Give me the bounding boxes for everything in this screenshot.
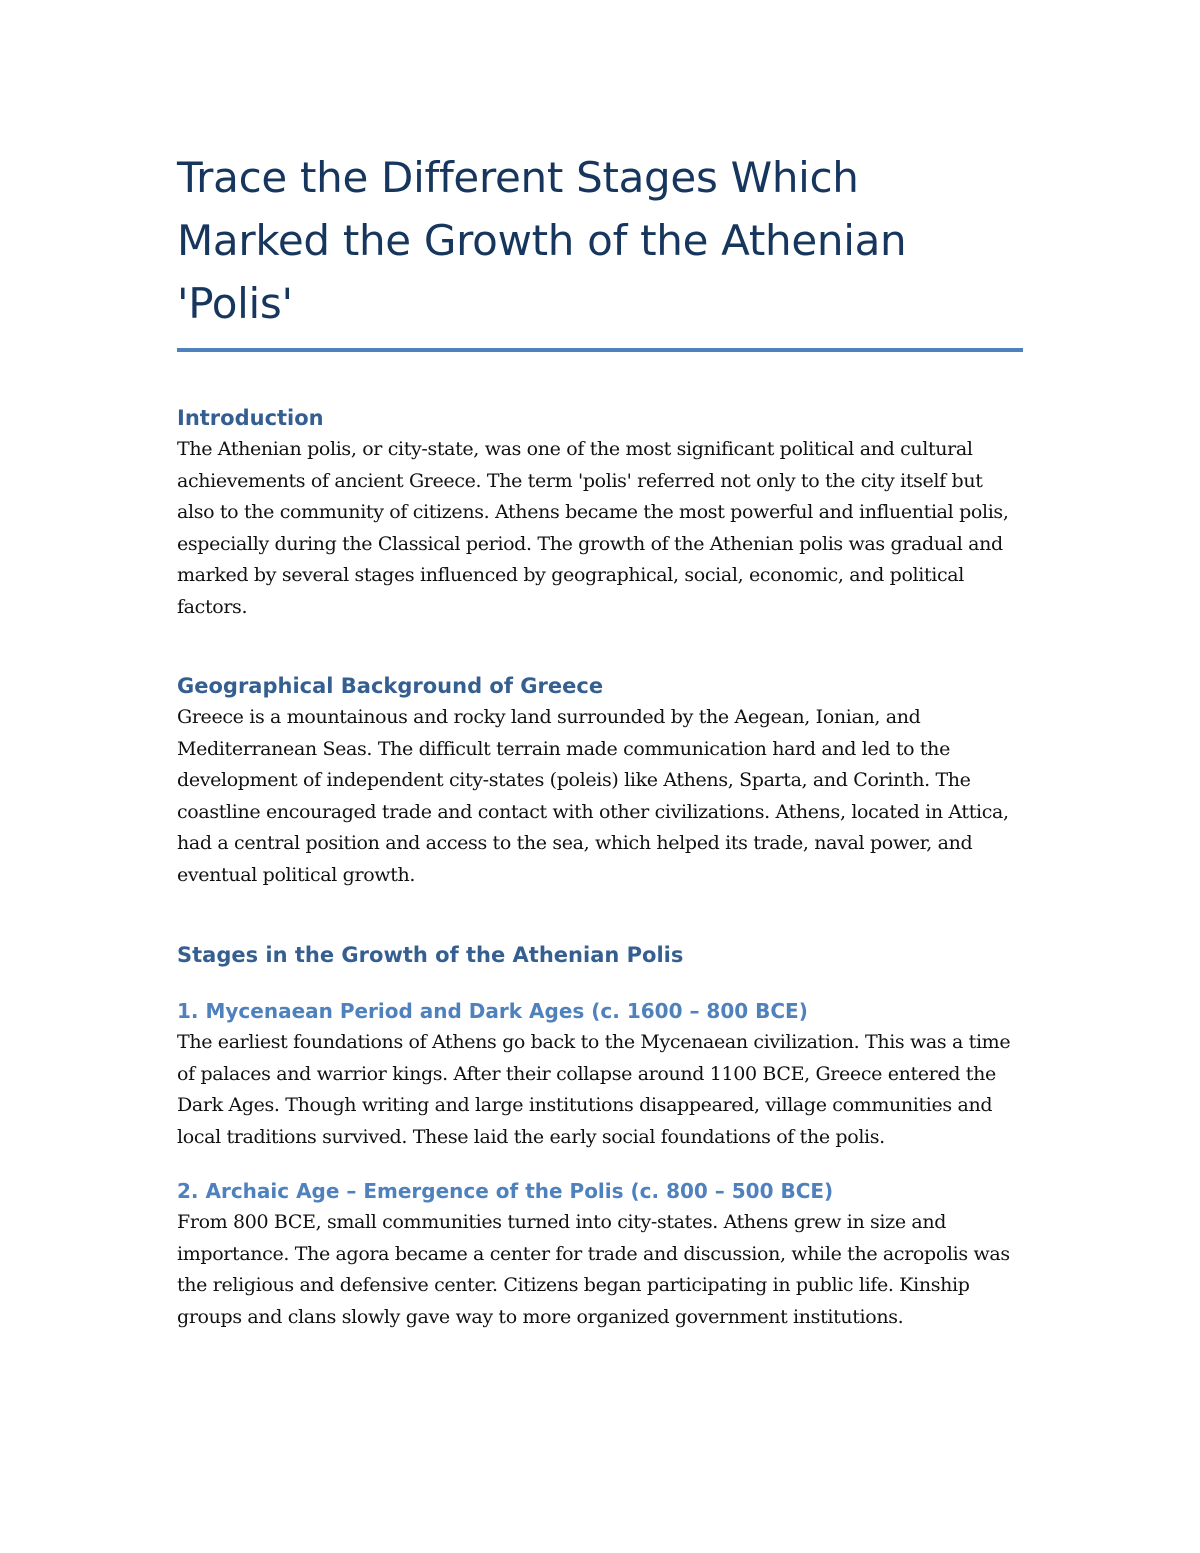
stage-2-paragraph: From 800 BCE, small communities turned into city-states. Athens grew in size and importance. The agora became a center for trade and discussion, while the acropolis was the religious and defensive center. Citizens began participating in public life. Kinship groups and clans slowly gave way to more organized government institutions. <box>177 1211 1010 1328</box>
introduction-paragraph: The Athenian polis, or city-state, was one of the most significant political and cultural achievements of ancient Greece. The term 'polis' referred not only to the city itself but also to the community of citizens. Athens became the most powerful and influential polis, especially during the Classical period. The growth of the Athenian polis was gradual and marked by several stages influenced by geographical, social, economic, and political factors. <box>177 438 1009 618</box>
document-title: Trace the Different Stages Which Marked the Growth of the Athenian 'Polis' <box>177 153 907 328</box>
stage-2-heading: 2. Archaic Age – Emergence of the Polis (c. 800 – 500 BCE) <box>177 1179 834 1203</box>
stage-1-heading: 1. Mycenaean Period and Dark Ages (c. 1600 – 800 BCE) <box>177 999 808 1023</box>
geography-paragraph: Greece is a mountainous and rocky land surrounded by the Aegean, Ionian, and Mediterranean Seas. The difficult terrain made communication hard and led to the development of independent city-states (poleis) like Athens, Sparta, and Corinth. The coastline encouraged trade and contact with other civilizations. Athens, located in Attica, had a central position and access to the sea, which helped its trade, naval power, and eventual political growth. <box>177 706 1009 886</box>
geography-heading: Geographical Background of Greece <box>177 674 604 698</box>
stages-heading: Stages in the Growth of the Athenian Polis <box>177 943 684 967</box>
introduction-heading: Introduction <box>177 406 324 430</box>
title-divider <box>177 348 1023 352</box>
document-page <box>177 146 1023 1333</box>
stage-1-paragraph: The earliest foundations of Athens go back to the Mycenaean civilization. This was a time of palaces and warrior kings. After their collapse around 1100 BCE, Greece entered the Dark Ages. Though writing and large institutions disappeared, village communities and local traditions survived. These laid the early social foundations of the polis. <box>177 1031 1011 1148</box>
